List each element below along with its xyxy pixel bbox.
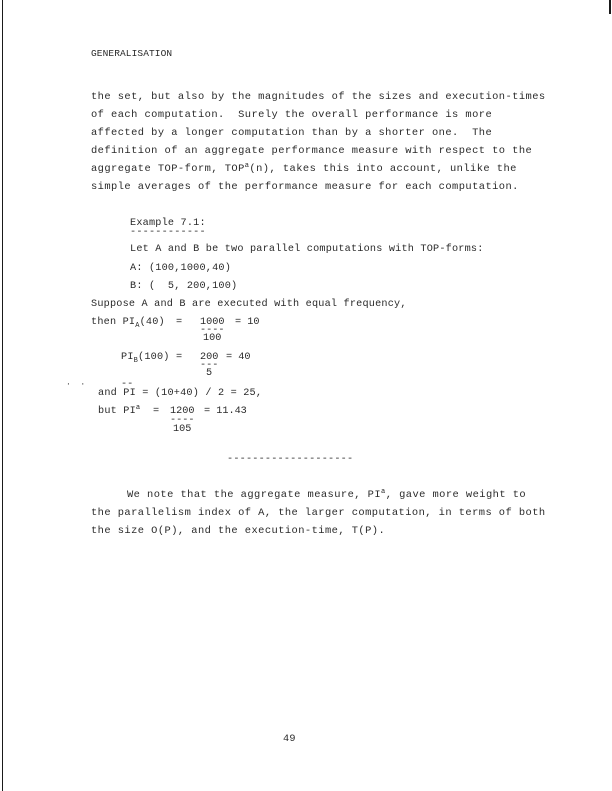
stray-marks: · · xyxy=(66,380,86,389)
pi-b-fraction-bar: --- xyxy=(200,360,219,371)
pi-b-numerator: 200 xyxy=(200,352,219,363)
paragraph-line: definition of an aggregate performance measure with respect to the xyxy=(91,145,533,157)
pi-a-numerator: 1000 xyxy=(200,317,225,328)
example-title-underline: ------------ xyxy=(130,227,206,238)
example-end-separator: -------------------- xyxy=(227,454,354,465)
page-number: 49 xyxy=(283,734,296,745)
top-form-a: A: (100,1000,40) xyxy=(130,263,232,274)
aggregate-equals: = xyxy=(153,406,160,417)
aggregate-result: = 11.43 xyxy=(204,406,247,417)
pi-b-denominator: 5 xyxy=(206,368,213,379)
average-overbar: -- xyxy=(121,379,134,390)
pi-b-equals: = xyxy=(176,352,183,363)
section-title: GENERALISATION xyxy=(91,48,173,59)
top-form-b: B: ( 5, 200,100) xyxy=(130,281,238,292)
pi-b-result: = 40 xyxy=(226,352,251,363)
average-pi-line: and PI = (10+40) / 2 = 25, xyxy=(98,388,263,399)
aggregate-numerator: 1200 xyxy=(170,406,195,417)
pi-b-label: $PI_B(100)$ xyxy=(121,352,170,365)
pi-a-fraction-bar: ---- xyxy=(200,325,225,336)
example-intro: Let A and B be two parallel computations with TOP-forms: xyxy=(130,244,484,255)
paragraph-line: affected by a longer computation than by a shorter one. The xyxy=(91,127,493,139)
pi-a-denominator: 100 xyxy=(203,333,222,344)
paragraph-line: the parallelism index of A, the larger computation, in terms of both xyxy=(91,507,546,519)
paragraph-line: the size O(P), and the execution-time, T(P). xyxy=(91,525,386,537)
paragraph-line: the set, but also by the magnitudes of the sizes and execution-times xyxy=(91,91,546,103)
example-title: Example 7.1: xyxy=(130,218,206,229)
paragraph-line: aggregate TOP-form, TOP$^a$(n), takes this into account, unlike the xyxy=(91,162,517,175)
superscript-a: a xyxy=(381,488,386,496)
pi-a-result: = 10 xyxy=(235,317,260,328)
aggregate-pi-label: but $PI^a$ xyxy=(98,404,141,417)
frequency-assumption: Suppose A and B are executed with equal frequency, xyxy=(91,299,407,310)
page-corner-mark xyxy=(609,0,611,14)
paragraph-line: simple averages of the performance measure for each computation. xyxy=(91,181,519,193)
aggregate-denominator: 105 xyxy=(173,424,192,435)
aggregate-fraction-bar: ---- xyxy=(170,415,195,426)
pi-a-equals: = xyxy=(176,317,183,328)
paragraph-line: We note that the aggregate measure, $PI^a$, gave more weight to xyxy=(127,488,527,501)
pi-a-label: then $PI_A(40)$ xyxy=(91,317,165,330)
page-binding-edge xyxy=(2,0,3,791)
paragraph-line: of each computation. Surely the overall performance is more xyxy=(91,109,493,121)
superscript-a: a xyxy=(244,162,250,170)
